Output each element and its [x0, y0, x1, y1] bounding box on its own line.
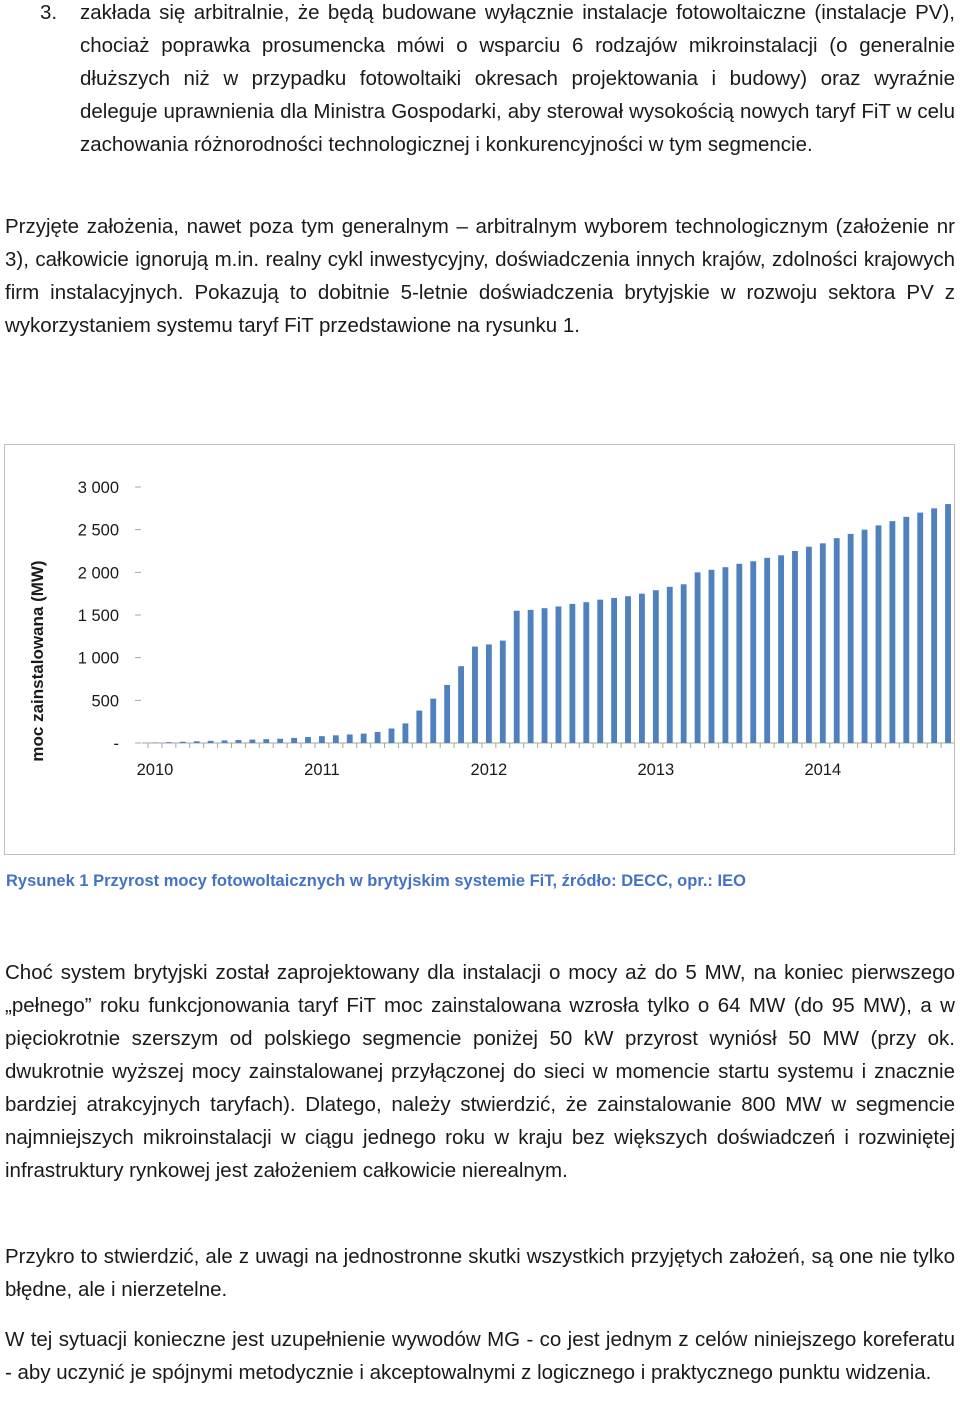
- y-tick-label: 1 500: [77, 607, 119, 625]
- paragraph-coreferate-goal: W tej sytuacji konieczne jest uzupełnienie wywodów MG - co jest jednym z celów niniejszego koreferatu - aby uczynić je spójnymi metodycznie i akceptowalnymi z logicznego i praktycznego punktu widzenia.: [5, 1328, 955, 1384]
- bar-month: [820, 543, 826, 743]
- figure-1-chart: [4, 444, 955, 855]
- x-tick-label: 2013: [637, 761, 675, 779]
- x-tick-label: 2012: [470, 761, 508, 779]
- bar-month: [750, 561, 756, 743]
- bar-month: [597, 600, 603, 743]
- bar-month: [430, 699, 436, 743]
- figure-1-caption: Rysunek 1 Przyrost mocy fotowoltaicznych w brytyjskim systemie FiT, źródło: DECC, opr.: IEO: [6, 872, 746, 890]
- bar-month: [458, 666, 464, 743]
- bar-month: [569, 604, 575, 743]
- list-item-text: zakłada się arbitralnie, że będą budowane wyłącznie instalacje fotowoltaiczne (instalacje PV), chociaż poprawka prosumencka mówi o wsparciu 6 rodzajów mikroinstalacji (o generalnie dłuższych niż w przypadku fotowoltaiki okresach projektowania i budowy) oraz wyraźnie deleguje uprawnienia dla Ministra Gospodarki, aby sterował wysokością nowych taryf FiT w celu zachowania różnorodności technologicznej i konkurencyjności w tym segmencie.: [80, 1, 955, 156]
- bar-month: [444, 685, 450, 743]
- y-tick-label: 3 000: [77, 479, 119, 497]
- bar-month: [848, 534, 854, 743]
- bar-month: [277, 739, 283, 743]
- bar-month: [736, 564, 742, 743]
- bar-month: [514, 611, 520, 743]
- bar-month: [347, 734, 353, 743]
- bar-month: [389, 728, 395, 743]
- x-tick-label: 2014: [804, 761, 842, 779]
- bar-month: [889, 521, 895, 743]
- paragraph-uk-experience: Choć system brytyjski został zaprojektowany dla instalacji o mocy aż do 5 MW, na koniec pierwszego „pełnego” roku funkcjonowania taryf FiT moc zainstalowana wzrosła tylko o 64 MW (do 95 MW), a w pięciokrotnie szerszym od polskiego segmencie poniżej 50 kW przyrost wyniósł 50 MW (przy ok. dwukrotnie wyższej mocy zainstalowanej przyłączonej do sieci w momencie startu systemu i znacznie bardziej atrakcyjnych taryfach). Dlatego, należy stwierdzić, że zainstalowanie 800 MW w segmencie najmniejszych mikroinstalacji w ciągu jednego roku w kraju bez większych doświadczeń i rozwiniętej infrastruktury rynkowej jest założeniem całkowicie nierealnym.: [5, 961, 955, 1182]
- y-tick-label: 1 000: [77, 649, 119, 668]
- bar-month: [333, 735, 339, 743]
- bar-month: [945, 504, 951, 743]
- bar-month: [180, 742, 186, 743]
- bar-month: [806, 547, 812, 743]
- bar-month: [862, 530, 868, 743]
- bar-month: [486, 644, 492, 743]
- bar-month: [263, 739, 269, 743]
- paragraph-assumptions: Przyjęte założenia, nawet poza tym generalnym – arbitralnym wyborem technologicznym (założenie nr 3), całkowicie ignorują m.in. realny cykl inwestycyjny, doświadczenia innych krajów, zdolności krajowych firm instalacyjnych. Pokazują to dobitnie 5-letnie doświadczenia brytyjskie w rozwoju sektora PV z wykorzystaniem systemu taryf FiT przedstawione na rysunku 1.: [5, 215, 955, 337]
- bar-month: [695, 572, 701, 743]
- paragraph-assumptions-conclusion: Przykro to stwierdzić, ale z uwagi na jednostronne skutki wszystkich przyjętych założeń, są one nie tylko błędne, ale i nierzetelne.: [5, 1245, 955, 1301]
- bar-month: [166, 742, 172, 743]
- bar-month: [222, 740, 228, 743]
- bar-month: [931, 508, 937, 743]
- bar-month: [834, 538, 840, 743]
- y-tick-label: 500: [91, 692, 119, 711]
- bar-month: [319, 736, 325, 743]
- bar-month: [778, 555, 784, 743]
- bar-month: [583, 602, 589, 743]
- pv-capacity-bar-chart: [5, 445, 954, 854]
- bar-month: [653, 590, 659, 743]
- bar-month: [542, 608, 548, 743]
- bar-month: [639, 594, 645, 743]
- x-tick-label: 2010: [136, 761, 174, 779]
- bar-month: [556, 606, 562, 743]
- bar-month: [249, 740, 255, 743]
- bar-month: [611, 598, 617, 743]
- bar-month: [236, 740, 242, 743]
- y-tick-label: -: [113, 735, 119, 753]
- bar-month: [764, 558, 770, 743]
- list-item-3: [40, 0, 955, 161]
- bar-month: [917, 513, 923, 743]
- bar-month: [903, 517, 909, 743]
- bar-month: [723, 567, 729, 743]
- x-tick-label: 2011: [304, 761, 340, 779]
- bar-month: [500, 641, 506, 743]
- bar-month: [416, 711, 422, 743]
- bar-month: [208, 741, 214, 743]
- y-tick-label: 2 500: [77, 521, 119, 540]
- bar-month: [876, 525, 882, 743]
- bar-month: [305, 737, 311, 743]
- bar-month: [291, 738, 297, 743]
- bar-month: [709, 570, 715, 743]
- bar-month: [681, 584, 687, 743]
- bar-month: [402, 723, 408, 743]
- bar-month: [361, 734, 367, 743]
- bar-month: [472, 647, 478, 743]
- bar-month: [528, 610, 534, 743]
- bar-month: [625, 596, 631, 743]
- bar-month: [375, 732, 381, 743]
- bar-month: [792, 551, 798, 743]
- y-axis-label: moc zainstalowana (MW): [28, 560, 47, 762]
- bar-month: [667, 587, 673, 743]
- y-tick-label: 2 000: [77, 564, 119, 583]
- bar-month: [194, 741, 200, 743]
- list-item-number: 3.: [40, 1, 58, 24]
